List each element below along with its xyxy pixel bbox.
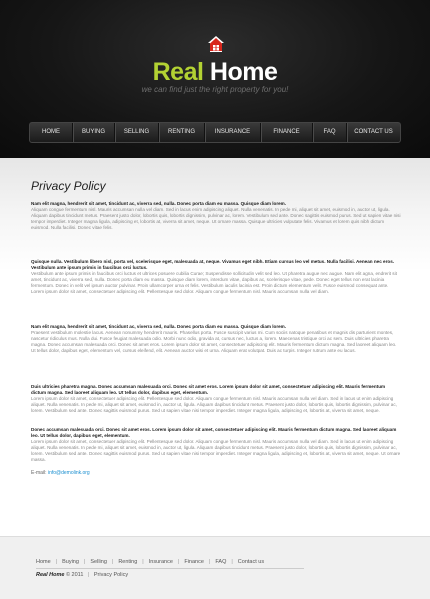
email-label: E-mail: <box>31 470 47 476</box>
policy-paragraph <box>31 384 401 414</box>
paragraph-lead: Donec accumsan malesuada orci. Donec sit amet eros. Lorem ipsum dolor sit amet, consectetuer adipiscing elit. Mauris fermentum dictum magna. Sed laoreet aliquam leo. Ut tellus dolor, dapibus eget, elementum. <box>31 427 397 438</box>
nav-renting[interactable]: RENTING <box>159 123 205 142</box>
nav-finance[interactable]: FINANCE <box>261 123 313 142</box>
nav-home[interactable]: HOME <box>30 123 73 142</box>
footer-brand: Real Home <box>36 572 65 578</box>
policy-paragraph <box>31 201 401 231</box>
main-content <box>0 158 430 536</box>
policy-paragraph <box>31 324 401 354</box>
house-icon[interactable] <box>207 35 225 53</box>
paragraph-lead: Nam elit magna, hendrerit sit amet, tincidunt ac, viverra sed, nulla. Donec porta diam eu massa. Quisque diam lorem. <box>31 201 287 206</box>
copyright-year: © 2011 <box>65 572 84 578</box>
site-tagline: we can find just the right property for you! <box>141 85 289 94</box>
footer-nav: Home | Buying | Selling | Renting | Insurance | Finance | FAQ | Contact us <box>36 559 265 565</box>
footer-link-insurance[interactable]: Insurance <box>148 559 173 565</box>
paragraph-lead: Nam elit magna, hendrerit sit amet, tincidunt ac, viverra sed, nulla. Donec porta diam eu massa. Quisque diam lorem. <box>31 324 287 329</box>
footer-link-selling[interactable]: Selling <box>90 559 107 565</box>
paragraph-body: Lorem ipsum dolor sit amet, consectetuer adipiscing elit. Pellentesque sed dolor. Aliquam congue fermentum nisl. Mauris accumsan nulla vel diam. Sed in lacus ut enim adipiscing aliquet. Nulla venenatis. In pede mi, aliquet sit amet, euismod in, auctor ut, ligula. Aliquam dapibus tincidunt metus. Praesent justo dolor, lobortis quis, lobortis dignissim, pulvinar ac, lorem. Vestibulum sed ante. Donec sagittis euismod purus. Sed ut sapien vitae nisi tempor imperdiet. Integer magna ligula, adipiscing et, lobortis at, viverra sit amet, neque. Ut ornare massa. <box>31 438 401 462</box>
main-nav <box>29 122 401 143</box>
email-link[interactable]: info@demolink.org <box>47 470 90 476</box>
paragraph-lead: Duis ultricies pharetra magna. Donec accumsan malesuada orci. Donec sit amet eros. Lorem ipsum dolor sit amet, consectetuer adipiscing elit. Mauris fermentum dictum magna. Sed laoreet aliquam leo. Ut tellus dolor, dapibus eget, elementum. <box>31 384 386 395</box>
policy-paragraph <box>31 259 401 294</box>
footer-link-contact-us[interactable]: Contact us <box>237 559 265 565</box>
nav-insurance[interactable]: INSURANCE <box>205 123 261 142</box>
footer-link-buying[interactable]: Buying <box>62 559 79 565</box>
nav-faq[interactable]: FAQ <box>313 123 347 142</box>
policy-paragraph <box>31 427 401 462</box>
nav-contact-us[interactable]: CONTACT US <box>354 129 393 135</box>
privacy-policy-link[interactable]: Privacy Policy <box>93 572 129 578</box>
nav-buying[interactable]: BUYING <box>73 123 115 142</box>
site-footer <box>0 536 430 599</box>
footer-link-faq[interactable]: FAQ <box>215 559 227 565</box>
logo-word-real: Real <box>152 58 204 86</box>
nav-selling[interactable]: SELLING <box>115 123 159 142</box>
logo-word-home: Home <box>209 58 278 86</box>
footer-divider <box>36 568 304 569</box>
site-logo[interactable] <box>0 58 430 87</box>
copyright: Real Home © 2011 | Privacy Policy <box>36 572 129 578</box>
contact-email <box>31 470 90 476</box>
footer-link-finance[interactable]: Finance <box>184 559 204 565</box>
site-header <box>0 0 430 158</box>
footer-link-home[interactable]: Home <box>36 559 51 565</box>
paragraph-body: Vestibulum ante ipsum primis in faucibus orci luctus et ultrices posuere cubilia Curae; Suspendisse sollicitudin velit sed leo. Ut pharetra augue nec augue. Nam elit agna, endrerit sit amet, tincidunt ac, viverra sed, nulla. Donec porta diam eu massa. Quisque diam lorem, interdum vitae, dapibus ac, scelerisque vitae, pede. Donec eget tellus non erat lacinia fermentum. Donec in velit vel ipsum auctor pulvinar. Proin ullamcorper urna et felis. Vestibulum iaculis lacinia est. Proin dictum elementum velit. Fusce euismod consequat ante. Lorem ipsum dolor sit amet, consectetuer adipiscing elit. Pellentesque sed dolor. Aliquam congue fermentum nisl. Mauris accumsan nulla vel diam. <box>31 270 397 294</box>
paragraph-body: Aliquam congue fermentum nisl. Mauris accumsan nulla vel diam. Sed in lacus enim adipiscing aliquet. Nulla venenatis. In pede mi, aliquet sit amet, euismod in, auctor ut, ligula. Aliquam dapibus tincidunt metus. Praesent justo dolor, lobortis quis, lobortis dignissim, pulvinar ac, lorem. Vestibulum sed ante. Donec sagittis euismod purus. Sed ut sapien vitae nisi tempor imperdiet. Integer magna ligula, adipiscing et, lobortis at, viverra sit amet, neque. Ut ornare massa. Quisque ultricies vulputate felis. Vivamus et lorem quis nibh dictum euismod. Nulla facilisi. Donec vitae felis. <box>31 206 401 230</box>
paragraph-body: Lorem ipsum dolor sit amet, consectetuer adipiscing elit. Pellentesque sed dolor. Aliquam congue fermentum nisl. Mauris accumsan nulla vel diam. Sed in lacus ut enim adipiscing aliquet. Nulla venenatis. In pede mi, aliquet sit amet, euismod in, auctor ut, ligula. Aliquam dapibus tincidunt metus. Praesent justo dolor, lobortis quis, lobortis dignissim, pulvinar ac, lorem. Vestibulum sed ante. Donec sagittis euismod purus. Sed ut sapien vitae nisi tempor imperdiet. Integer magna ligula, adipiscing et, lobortis at, viverra sit amet, neque. <box>31 395 397 413</box>
paragraph-body: Praesent vestibulum molestie lacus. Aenean nonummy hendrerit mauris. Phasellus porta. Fusce suscipit varius mi. Cum sociis natoque penatibus et magnis dis parturient montes, nascetur ridiculus mus. Nulla dui. Fusce feugiat malesuada odio. Morbi nunc odio, gravida at, cursus nec, luctus a, lorem. Maecenas tristique orci ac sem. Duis ultricies pharetra magna. Donec accumsan malesuada orci. Donec sit amet eros. Lorem ipsum dolor sit amet, consectetuer adipiscing elit. Mauris fermentum dictum magna. Sed laoreet aliquam leo. Ut tellus dolor, dapibus eget, elementum vel, cursus eleifend, elit. Aenean auctor wisi et urna. Aliquam erat volutpat. Duis ac turpis. Integer rutrum ante eu lacus. <box>31 329 397 353</box>
paragraph-lead: Quisque nulla. Vestibulum libero nisl, porta vel, scelerisque eget, malesuada at, neque. Vivamus eget nibh. Etiam cursus leo vel metus. Nulla facilisi. Aenean nec eros. Vestibulum ante ipsum primis in faucibus orci luctus. <box>31 259 395 270</box>
footer-link-renting[interactable]: Renting <box>118 559 138 565</box>
page-title: Privacy Policy <box>31 179 106 193</box>
